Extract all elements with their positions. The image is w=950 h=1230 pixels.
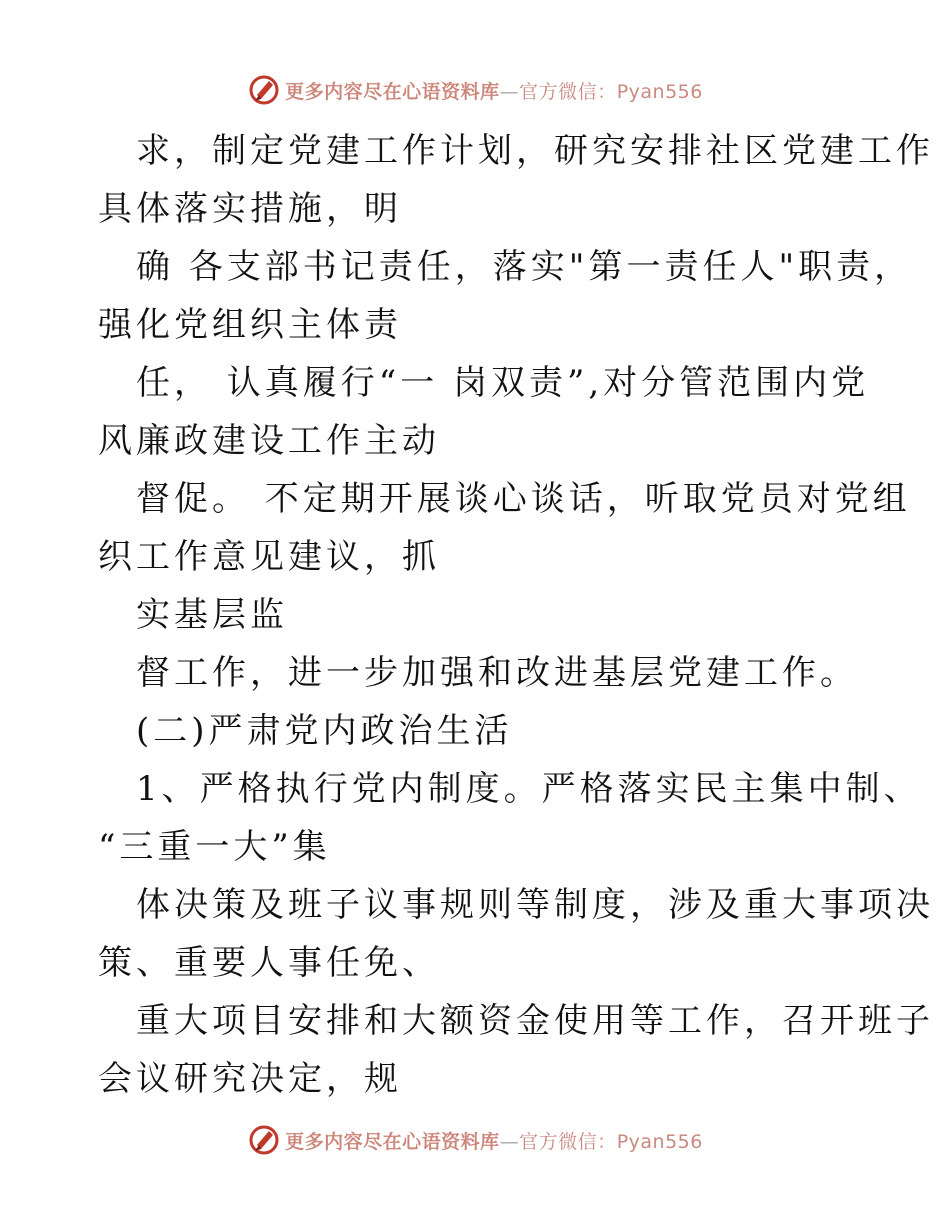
watermark-main-text: 更多内容尽在心语资料库 (285, 80, 500, 103)
text-line: 督促。 不定期开展谈心谈话，听取党员对党组 (136, 479, 911, 519)
watermark-official-label: 官方微信： (519, 80, 617, 103)
watermark-dash: — (499, 1130, 520, 1153)
logo-icon (247, 73, 281, 107)
watermark-dash: — (499, 80, 520, 103)
text-line: 实基层监 (136, 595, 288, 635)
text-line: 具体落实措施，明 (98, 189, 402, 229)
header-watermark (0, 70, 950, 110)
text-line: 体决策及班子议事规则等制度，涉及重大事项决 (136, 885, 934, 925)
watermark-text (285, 77, 703, 104)
watermark-main-text: 更多内容尽在心语资料库 (285, 1130, 500, 1153)
text-line: 确 各支部书记责任，落实"第一责任人"职责， (136, 247, 913, 287)
text-line: “三重一大”集 (98, 827, 331, 867)
text-line: 策、重要人事任免、 (98, 943, 440, 983)
document-body (98, 122, 934, 1108)
watermark-wechat-id: Pyan556 (616, 80, 703, 103)
text-line: 风廉政建设工作主动 (98, 421, 440, 461)
footer-watermark (0, 1120, 950, 1160)
text-line: 强化党组织主体责 (98, 305, 402, 345)
text-line: 织工作意见建议，抓 (98, 537, 440, 577)
text-line: 任， 认真履行“一 岗双责”,对分管范围内党 (136, 363, 870, 403)
watermark-text (285, 1127, 703, 1154)
text-line: 求，制定党建工作计划，研究安排社区党建工作 (136, 131, 934, 171)
text-line: 会议研究决定，规 (98, 1059, 402, 1099)
text-line: 重大项目安排和大额资金使用等工作，召开班子 (136, 1001, 934, 1041)
text-line: 1、严格执行党内制度。严格落实民主集中制、 (136, 769, 922, 809)
watermark-official-label: 官方微信： (519, 1130, 617, 1153)
text-line: 督工作，进一步加强和改进基层党建工作。 (136, 653, 858, 693)
watermark-wechat-id: Pyan556 (616, 1130, 703, 1153)
text-line: (二)严肃党内政治生活 (136, 711, 513, 751)
logo-icon (247, 1123, 281, 1157)
